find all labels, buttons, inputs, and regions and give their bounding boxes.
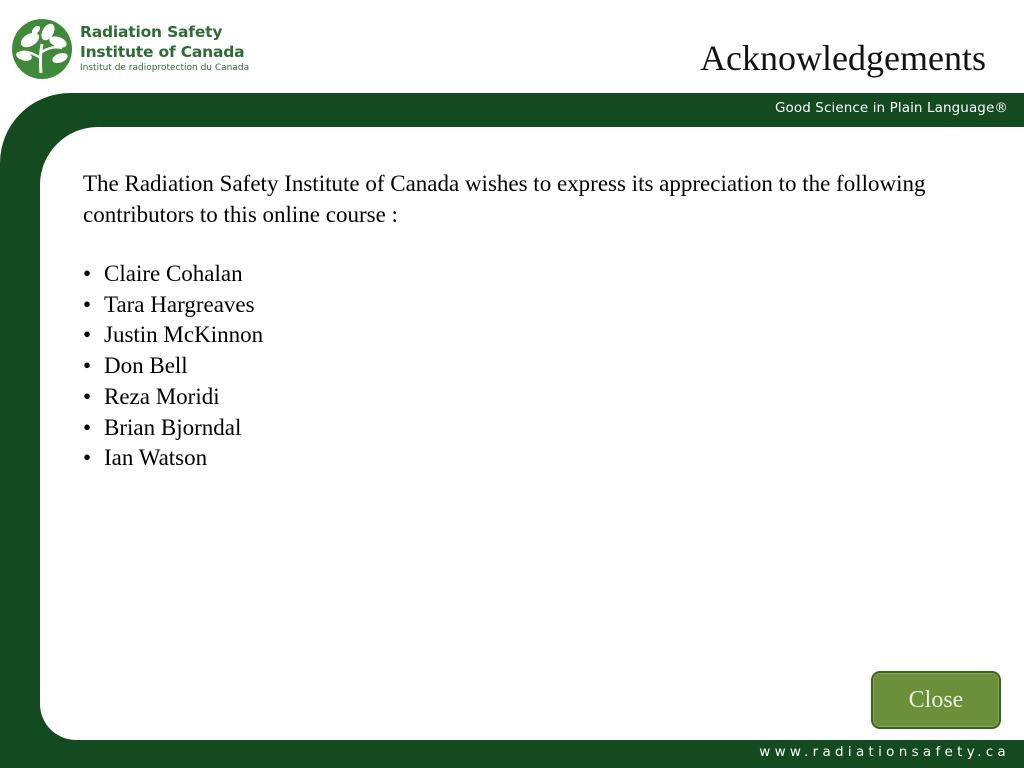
footer-url: www.radiationsafety.ca bbox=[759, 744, 1010, 760]
contributor-item bbox=[83, 413, 263, 444]
close-button[interactable]: Close bbox=[871, 671, 1001, 729]
contributor-item bbox=[83, 382, 263, 413]
contributor-item bbox=[83, 259, 263, 290]
tagline: Good Science in Plain Language® bbox=[774, 100, 1008, 116]
intro-text: The Radiation Safety Institute of Canada wishes to express its appreciation to the following contributors to this online course : bbox=[83, 171, 926, 227]
contributor-name: Ian Watson bbox=[104, 445, 208, 471]
contributor-item bbox=[83, 290, 263, 321]
organization-logo bbox=[80, 22, 249, 74]
bullet-icon: • bbox=[83, 261, 92, 286]
contributor-name: Brian Bjorndal bbox=[104, 414, 242, 440]
logo-french-name: Institut de radioprotection du Canada bbox=[80, 63, 250, 73]
bullet-icon: • bbox=[83, 414, 92, 440]
bullet-icon: • bbox=[83, 291, 92, 317]
bullet-icon: • bbox=[83, 353, 92, 379]
contributor-item bbox=[83, 351, 263, 382]
bullet-icon: • bbox=[83, 445, 92, 471]
contributor-name: Justin McKinnon bbox=[104, 322, 264, 348]
contributor-name: Claire Cohalan bbox=[104, 261, 243, 286]
contributor-name: Tara Hargreaves bbox=[104, 291, 255, 317]
contributor-name: Reza Moridi bbox=[104, 383, 220, 409]
contributor-list bbox=[83, 259, 263, 474]
tree-leaves-icon bbox=[10, 18, 74, 80]
bullet-icon: • bbox=[83, 383, 92, 409]
logo-name-line2: Institute of Canada bbox=[80, 43, 245, 61]
contributor-item bbox=[83, 443, 263, 474]
page-title: Acknowledgements bbox=[700, 38, 986, 78]
logo-name-line1: Radiation Safety bbox=[80, 23, 223, 41]
contributor-item bbox=[83, 320, 263, 351]
bullet-icon: • bbox=[83, 322, 92, 348]
contributor-name: Don Bell bbox=[104, 353, 188, 379]
